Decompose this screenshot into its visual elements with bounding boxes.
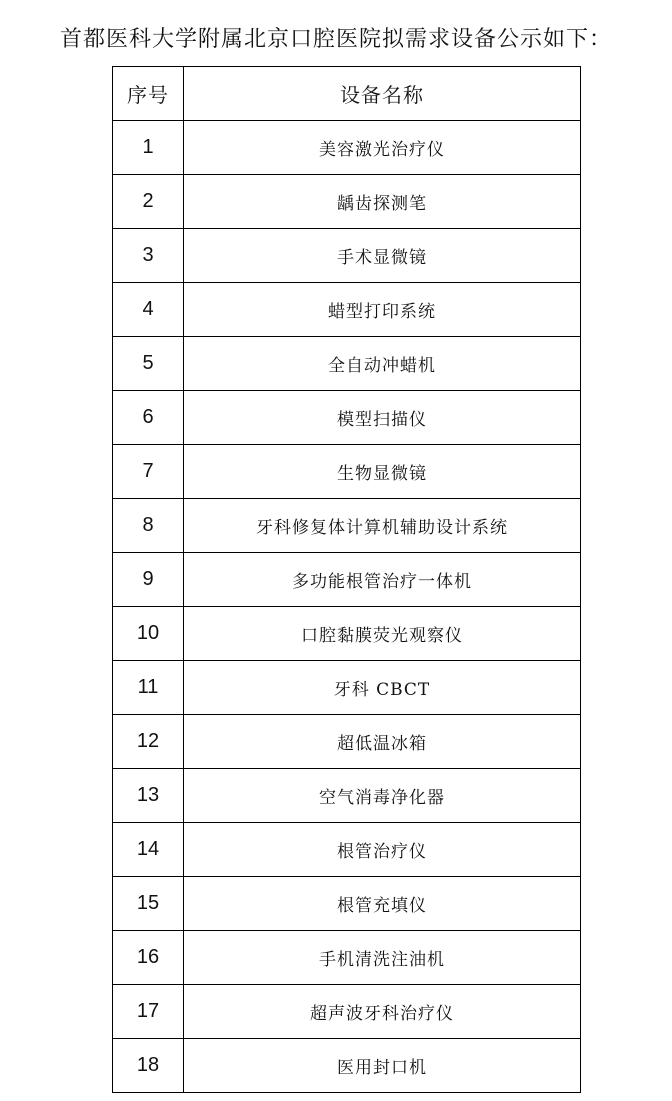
equipment-name: 根管治疗仪 bbox=[184, 823, 581, 877]
row-number: 15 bbox=[113, 877, 184, 931]
row-number: 5 bbox=[113, 337, 184, 391]
table-header-row bbox=[113, 67, 581, 121]
header-equipment-name: 设备名称 bbox=[184, 67, 581, 121]
row-number: 11 bbox=[113, 661, 184, 715]
table-row bbox=[113, 661, 581, 715]
equipment-name: 牙科修复体计算机辅助设计系统 bbox=[184, 499, 581, 553]
row-number: 10 bbox=[113, 607, 184, 661]
equipment-name: 空气消毒净化器 bbox=[184, 769, 581, 823]
table-row bbox=[113, 985, 581, 1039]
table-row bbox=[113, 229, 581, 283]
equipment-name: 美容激光治疗仪 bbox=[184, 121, 581, 175]
equipment-name: 生物显微镜 bbox=[184, 445, 581, 499]
equipment-name: 手机清洗注油机 bbox=[184, 931, 581, 985]
row-number: 12 bbox=[113, 715, 184, 769]
page-title: 首都医科大学附属北京口腔医院拟需求设备公示如下： bbox=[59, 27, 612, 52]
equipment-name: 超声波牙科治疗仪 bbox=[184, 985, 581, 1039]
row-number: 2 bbox=[113, 175, 184, 229]
row-number: 4 bbox=[113, 283, 184, 337]
row-number: 18 bbox=[113, 1039, 184, 1093]
equipment-name: 超低温冰箱 bbox=[184, 715, 581, 769]
equipment-name: 手术显微镜 bbox=[184, 229, 581, 283]
table-row bbox=[113, 283, 581, 337]
table-row bbox=[113, 391, 581, 445]
table-row bbox=[113, 715, 581, 769]
equipment-name: 根管充填仪 bbox=[184, 877, 581, 931]
table-row bbox=[113, 877, 581, 931]
row-number: 17 bbox=[113, 985, 184, 1039]
row-number: 14 bbox=[113, 823, 184, 877]
row-number: 1 bbox=[113, 121, 184, 175]
table-row bbox=[113, 931, 581, 985]
table-row bbox=[113, 823, 581, 877]
equipment-name: 多功能根管治疗一体机 bbox=[184, 553, 581, 607]
table-row bbox=[113, 337, 581, 391]
table-row bbox=[113, 445, 581, 499]
table-row bbox=[113, 769, 581, 823]
table-row bbox=[113, 553, 581, 607]
header-serial-number: 序号 bbox=[113, 67, 184, 121]
table-row bbox=[113, 175, 581, 229]
row-number: 13 bbox=[113, 769, 184, 823]
table-row bbox=[113, 121, 581, 175]
row-number: 6 bbox=[113, 391, 184, 445]
equipment-name: 牙科 CBCT bbox=[184, 661, 581, 715]
table-row bbox=[113, 607, 581, 661]
equipment-name: 口腔黏膜荧光观察仪 bbox=[184, 607, 581, 661]
table-body bbox=[113, 121, 581, 1093]
equipment-name: 模型扫描仪 bbox=[184, 391, 581, 445]
equipment-name: 蜡型打印系统 bbox=[184, 283, 581, 337]
table-row bbox=[113, 1039, 581, 1093]
row-number: 16 bbox=[113, 931, 184, 985]
row-number: 8 bbox=[113, 499, 184, 553]
equipment-name: 龋齿探测笔 bbox=[184, 175, 581, 229]
row-number: 9 bbox=[113, 553, 184, 607]
row-number: 3 bbox=[113, 229, 184, 283]
equipment-name: 医用封口机 bbox=[184, 1039, 581, 1093]
row-number: 7 bbox=[113, 445, 184, 499]
table-row bbox=[113, 499, 581, 553]
equipment-table bbox=[112, 66, 581, 1093]
equipment-name: 全自动冲蜡机 bbox=[184, 337, 581, 391]
